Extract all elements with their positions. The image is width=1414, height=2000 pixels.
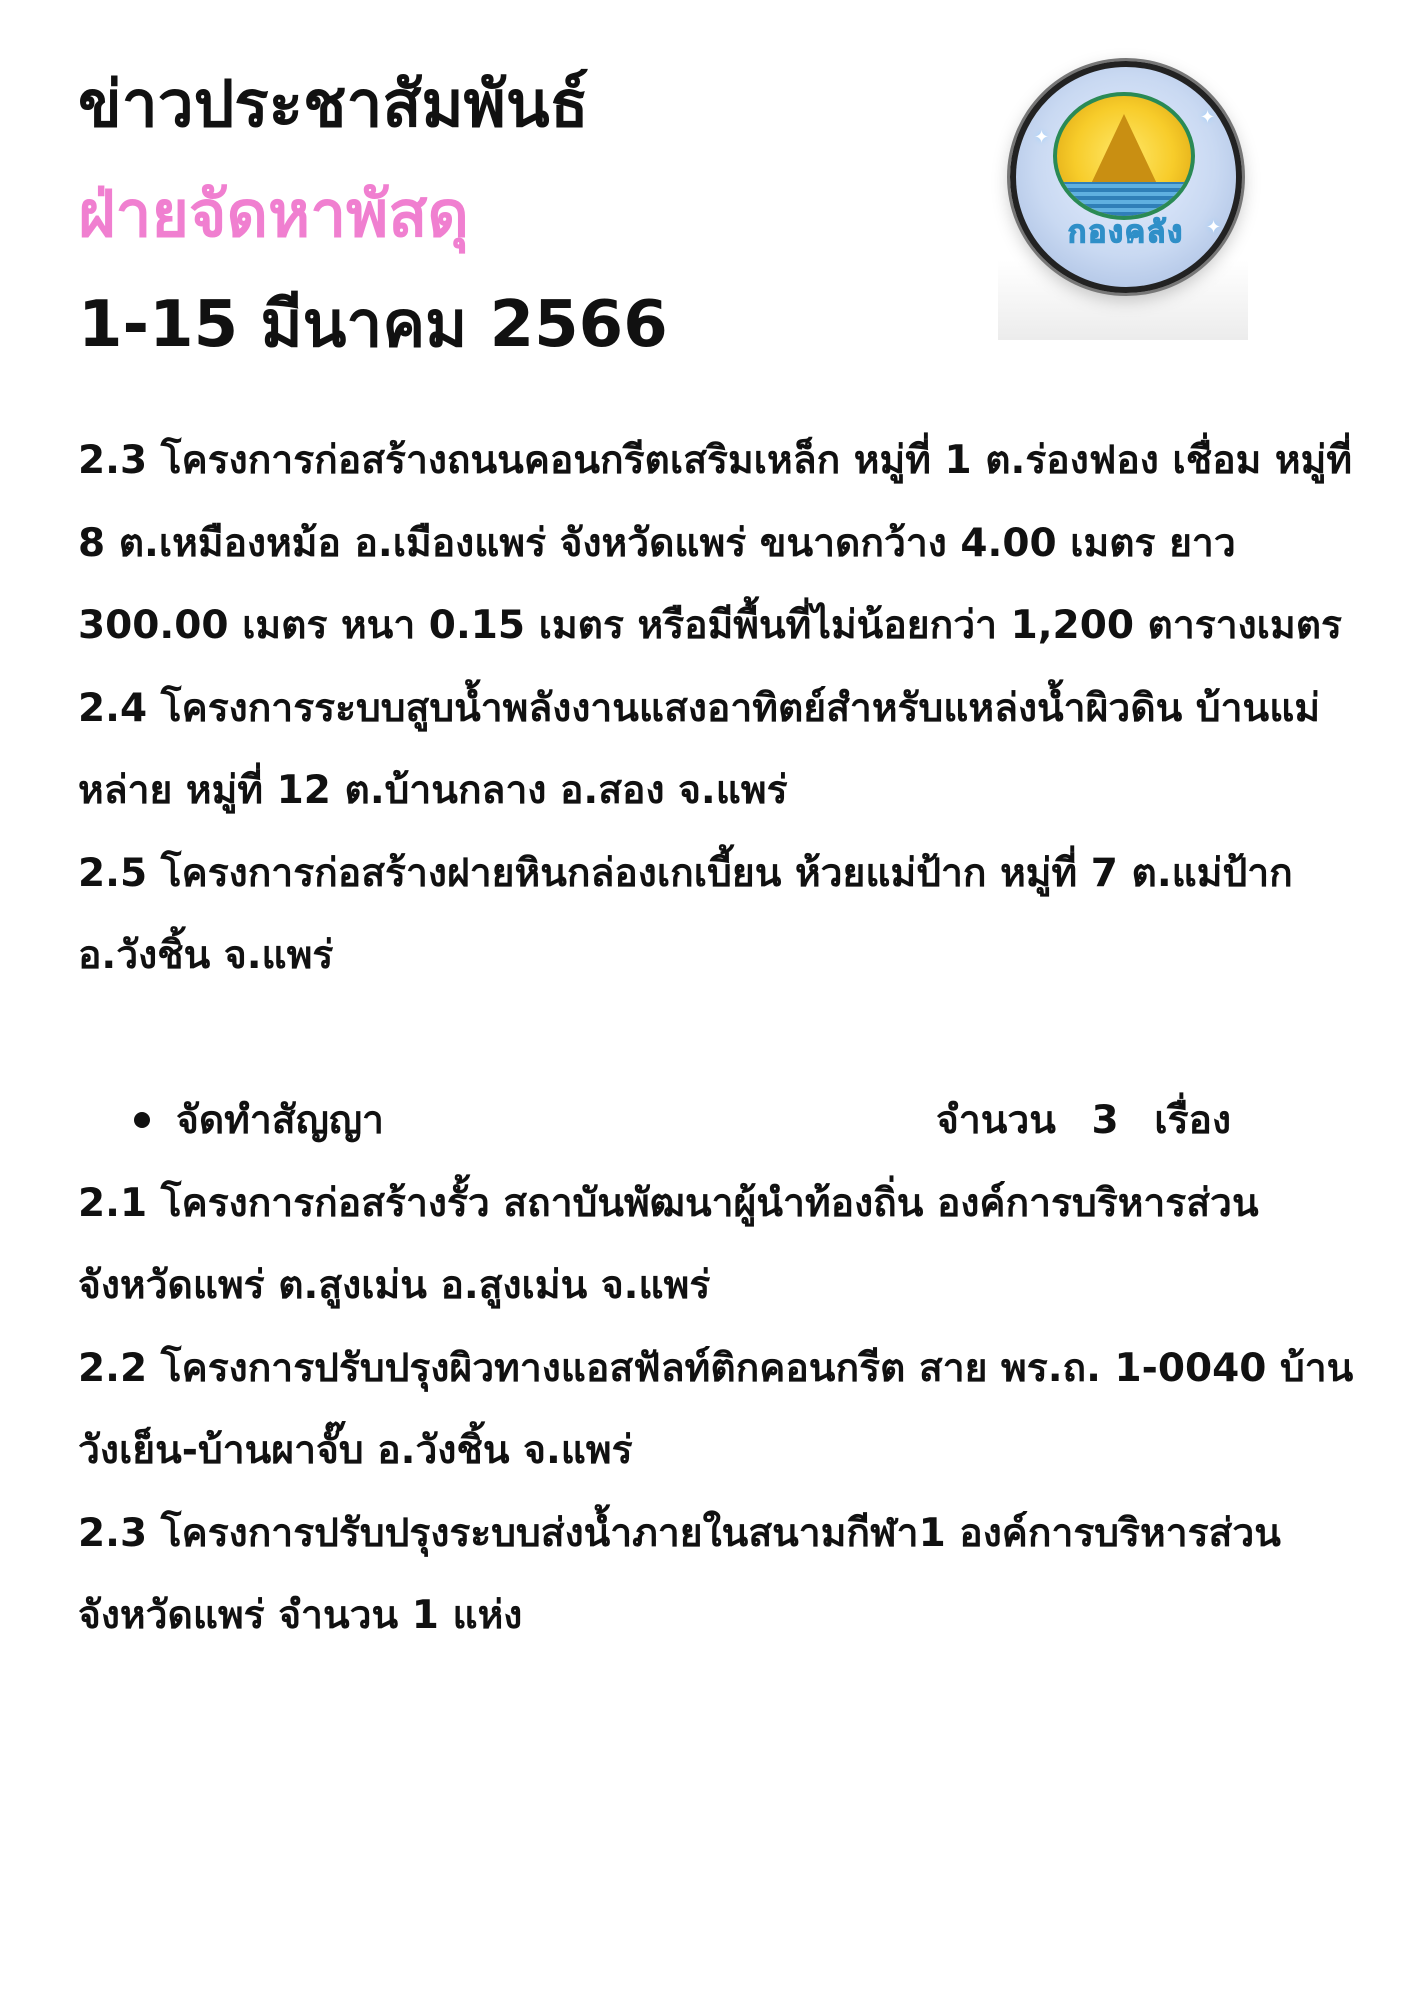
date-range: 1-15 มีนาคม 2566	[78, 288, 668, 362]
sparkle-icon: ✦	[1034, 127, 1050, 148]
logo-label: กองคลัง	[1068, 215, 1184, 250]
header	[78, 50, 978, 380]
list-item: 2.1 โครงการก่อสร้างรั้ว สถาบันพัฒนาผู้นำท้องถิ่น องค์การบริหารส่วนจังหวัดแพร่ ต.สูงเม่น อ.สูงเม่น จ.แพร่	[78, 1180, 1259, 1308]
list-item: 2.3 โครงการปรับปรุงระบบส่งน้ำภายในสนามกีฬา1 องค์การบริหารส่วนจังหวัดแพร่ จำนวน 1 แห่ง	[78, 1510, 1281, 1638]
sparkle-icon: ✦	[1206, 217, 1222, 238]
contract-bullet	[78, 1080, 1358, 1163]
finance-seal-icon	[1010, 61, 1242, 293]
list-item: 2.2 โครงการปรับปรุงผิวทางแอสฟัลท์ติกคอนกรีต สาย พร.ถ. 1-0040 บ้านวังเย็น-บ้านผาจั๊บ อ.วังชิ้น จ.แพร่	[78, 1345, 1354, 1473]
bullet-count: จำนวน 3 เรื่อง	[936, 1098, 1232, 1143]
announcement-body	[78, 420, 1358, 1658]
sparkle-icon: ✦	[1200, 107, 1216, 128]
list-item: 2.5 โครงการก่อสร้างฝายหินกล่องเกเบี้ยน ห้วยแม่ป้าก หมู่ที่ 7 ต.แม่ป้าก อ.วังชิ้น จ.แพร่	[78, 850, 1293, 978]
seal-emblem	[1053, 92, 1195, 220]
list-item: 2.3 โครงการก่อสร้างถนนคอนกรีตเสริมเหล็ก หมู่ที่ 1 ต.ร่องฟอง เชื่อม หมู่ที่ 8 ต.เหมืองหม้อ อ.เมืองแพร่ จังหวัดแพร่ ขนาดกว้าง 4.00 เมตร ยาว 300.00 เมตร หนา 0.15 เมตร หรือมีพื้นที่ไม่น้อยกว่า 1,200 ตารางเมตร	[78, 438, 1353, 648]
bullet-icon	[134, 1112, 150, 1128]
pyramid-shape	[1090, 114, 1158, 186]
bullet-label: จัดทำสัญญา	[176, 1098, 384, 1143]
list-item: 2.4 โครงการระบบสูบน้ำพลังงานแสงอาทิตย์สำหรับแหล่งน้ำผิวดิน บ้านแม่หล่าย หมู่ที่ 12 ต.บ้านกลาง อ.สอง จ.แพร่	[78, 685, 1321, 813]
department-name: ฝ่ายจัดหาพัสดุ	[78, 178, 469, 252]
page-title: ข่าวประชาสัมพันธ์	[78, 68, 589, 142]
logo	[998, 55, 1248, 340]
